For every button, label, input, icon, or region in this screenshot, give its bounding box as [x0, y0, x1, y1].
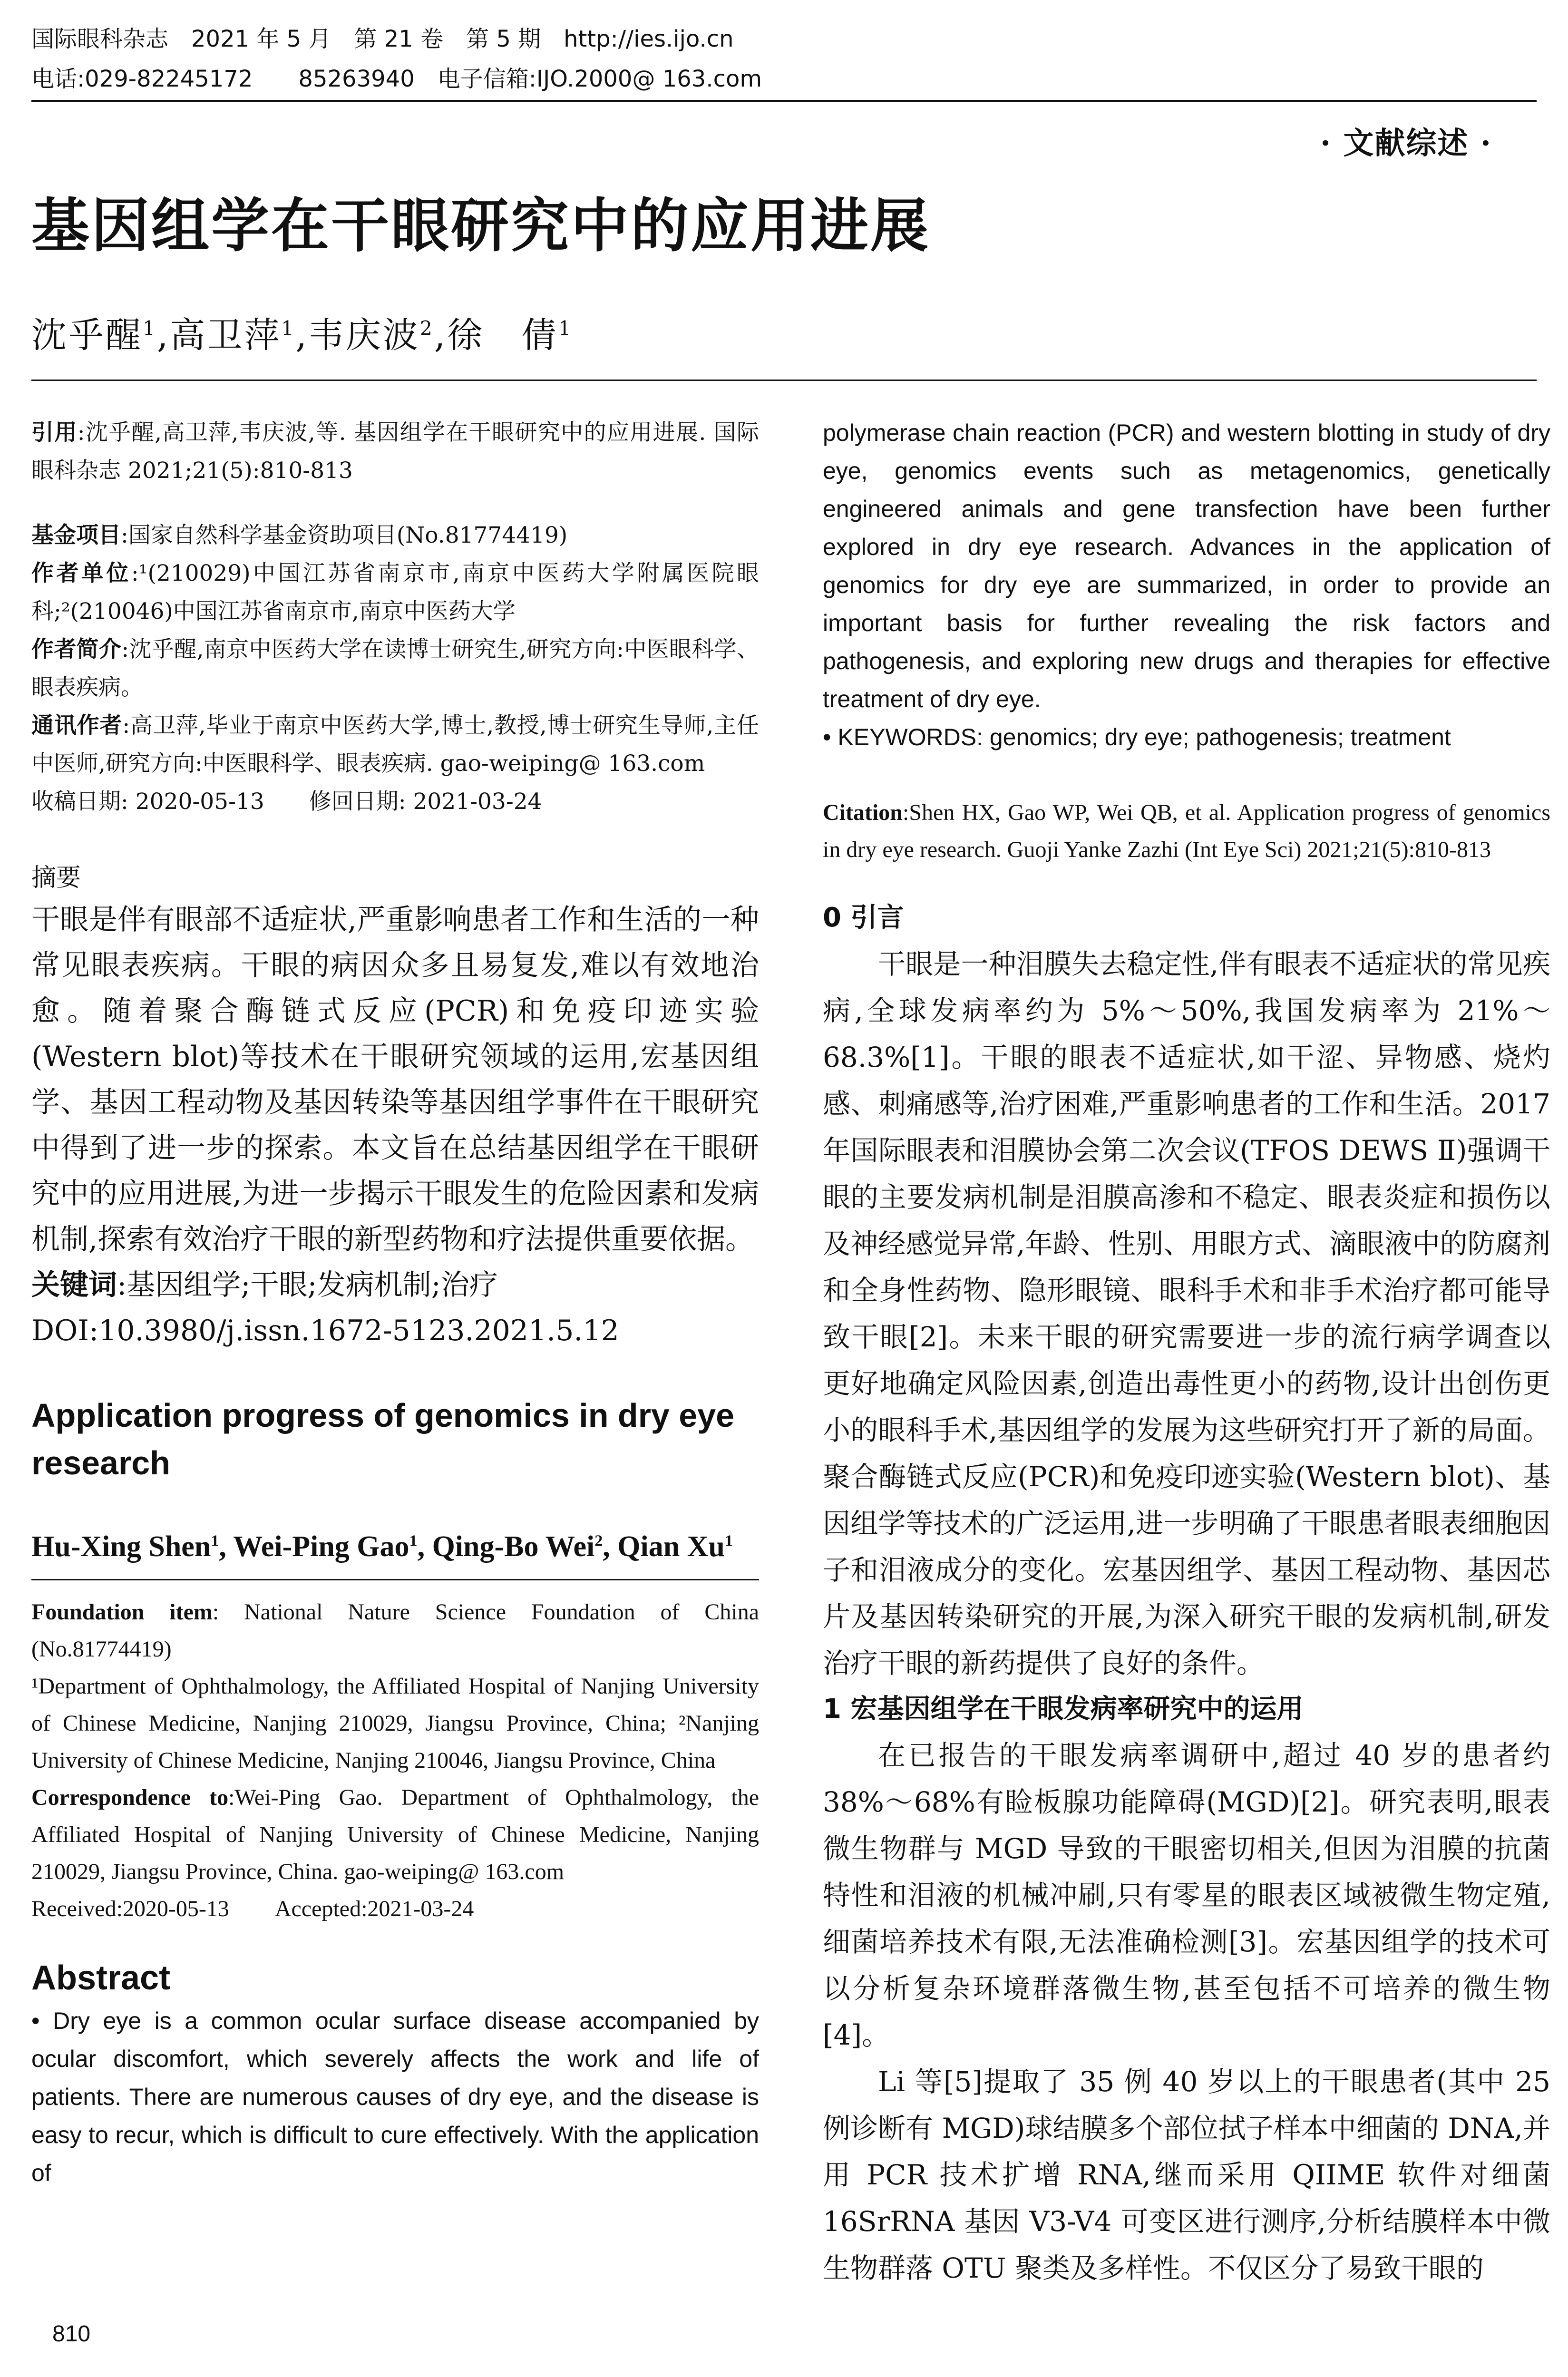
- citation-label: 引用: [31, 419, 78, 446]
- unit-label: 作者单位: [31, 560, 131, 586]
- keywords-label: 关键词: [31, 1268, 117, 1302]
- bio-label: 作者简介: [31, 636, 122, 662]
- affiliation-marker: 1: [211, 1532, 219, 1550]
- unit-text: :¹(210029)中国江苏省南京市,南京中医药大学附属医院眼科;²(210046)中国江苏省南京市,南京中医药大学: [31, 560, 759, 624]
- doi: DOI:10.3980/j.issn.1672-5123.2021.5.12: [31, 1314, 619, 1347]
- corresponding-author: [31, 707, 759, 783]
- section-1-paragraph-1: 在已报告的干眼发病率调研中,超过 40 岁的患者约 38%～68%有睑板腺功能障碍(MGD)[2]。研究表明,眼表微生物群与 MGD 导致的干眼密切相关,但因为泪膜的抗菌特性和泪液的机械冲刷,只有零星的眼表区域被微生物定殖,细菌培养技术有限,无法准确检测[3]。宏基因组学的技术可以分析复杂环境群落微生物,甚至包括不可培养的微生物[4]。: [823, 1739, 1550, 2051]
- author-name: Hu-Xing Shen: [31, 1530, 211, 1563]
- fund-text: :国家自然科学基金资助项目(No.81774419): [121, 522, 568, 548]
- foundation-text: : National Nature Science Foundation of China (No.81774419): [31, 1599, 759, 1662]
- affiliation-marker: 2: [594, 1532, 603, 1550]
- article-title-en: Application progress of genomics in dry eye research: [31, 1397, 735, 1481]
- author-list-cn: 沈乎醒$^1$,高卫萍$^1$,韦庆波$^2$,徐 倩$^1$: [31, 315, 573, 356]
- header-rule: [31, 100, 1537, 102]
- left-column: [31, 414, 759, 2192]
- keywords-cn: [31, 1262, 759, 1308]
- section-1-paragraph-2: Li 等[5]提取了 35 例 40 岁以上的干眼患者(其中 25 例诊断有 MGD)球结膜多个部位拭子样本中细菌的 DNA,并用 PCR 技术扩增 RNA,继而采用 QIIME 软件对细菌 16SrRNA 基因 V3-V4 可变区进行测序,分析结膜样本中微生物群落 OTU 聚类及多样性。不仅区分了易致干眼的: [823, 2065, 1550, 2284]
- citation-text: :沈乎醒,高卫萍,韦庆波,等. 基因组学在干眼研究中的应用进展. 国际眼科杂志 2021;21(5):810-813: [31, 419, 760, 484]
- section-tag: · 文献综述 ·: [1320, 126, 1492, 161]
- affiliation-marker: 1: [281, 317, 296, 340]
- foundation-item-en: [31, 1594, 759, 1668]
- fund-label: 基金项目: [31, 522, 121, 548]
- author-unit: [31, 555, 759, 631]
- citation-en-text: :Shen HX, Gao WP, Wei QB, et al. Application progress of genomics in dry eye research. Guoji Yanke Zazhi (Int Eye Sci) 2021;21(5):810-813: [823, 800, 1550, 862]
- author-bio: [31, 631, 759, 707]
- abstract-text-cn: 干眼是伴有眼部不适症状,严重影响患者工作和生活的一种常见眼表疾病。干眼的病因众多且易复发,难以有效地治愈。随着聚合酶链式反应(PCR)和免疫印迹实验(Western blot)等技术在干眼研究领域的运用,宏基因组学、基因工程动物及基因转染等基因组学事件在干眼研究中得到了进一步的探索。本文旨在总结基因组学在干眼研究中的应用进展,为进一步揭示干眼发生的危险因素和发病机制,探索有效治疗干眼的新型药物和疗法提供重要依据。: [31, 903, 759, 1256]
- correspondence-label: Correspondence to: [31, 1785, 229, 1810]
- journal-header-line2: 电话:029-82245172 85263940 电子信箱:IJO.2000@ 163.com: [31, 66, 762, 92]
- authors-rule: [31, 380, 1537, 381]
- abstract-text-en-cont: polymerase chain reaction (PCR) and western blotting in study of dry eye, genomics events such as metagenomics, genetically engineered animals and gene transfection have been further explored in dry eye research. Advances in the application of genomics for dry eye are summarized, in order to provide an important basis for further revealing the risk factors and pathogenesis, and exploring new drugs and therapies for effective treatment of dry eye.: [823, 419, 1550, 712]
- affiliation-marker: 1: [558, 317, 573, 340]
- author-name: 沈乎醒: [31, 315, 143, 356]
- author-name: Qing-Bo Wei: [432, 1530, 595, 1563]
- corr-text: :高卫萍,毕业于南京中医药大学,博士,教授,博士研究生导师,主任中医师,研究方向:中医眼科学、眼表疾病. gao-weiping@ 163.com: [31, 712, 759, 777]
- affiliation-marker: 1: [409, 1532, 418, 1550]
- author-list-en: Hu-Xing Shen$^1$, Wei-Ping Gao$^1$, Qing-Bo Wei$^2$, Qian Xu$^1$: [31, 1530, 733, 1563]
- keywords-en: • KEYWORDS: genomics; dry eye; pathogenesis; treatment: [823, 724, 1451, 750]
- correspondence-text: :Wei-Ping Gao. Department of Ophthalmology, the Affiliated Hospital of Nanjing University of Chinese Medicine, Nanjing 210029, Jiangsu Province, China. gao-weiping@ 163.com: [31, 1785, 759, 1884]
- right-column: [823, 414, 1550, 2291]
- citation-en: [823, 794, 1550, 868]
- affiliation-marker: 1: [724, 1532, 733, 1550]
- citation-en-label: Citation: [823, 800, 903, 825]
- abstract-text-en-start: • Dry eye is a common ocular surface disease accompanied by ocular discomfort, which severely affects the work and life of patients. There are numerous causes of dry eye, and the disease is easy to recur, which is difficult to cure effectively. With the application of: [31, 2007, 759, 2186]
- divider: [31, 1579, 759, 1580]
- abstract-heading-en: Abstract: [31, 1959, 171, 1997]
- author-name: Qian Xu: [617, 1530, 725, 1563]
- affiliations-en: ¹Department of Ophthalmology, the Affiliated Hospital of Nanjing University of Chinese Medicine, Nanjing 210029, Jiangsu Province, China; ²Nanjing University of Chinese Medicine, Nanjing 210046, Jiangsu Province, China: [31, 1674, 759, 1773]
- section-0-paragraph: 干眼是一种泪膜失去稳定性,伴有眼表不适症状的常见疾病,全球发病率约为 5%～50%,我国发病率为 21%～68.3%[1]。干眼的眼表不适症状,如干涩、异物感、烧灼感、刺痛感等,治疗困难,严重影响患者的工作和生活。2017 年国际眼表和泪膜协会第二次会议(TFOS DEWS Ⅱ)强调干眼的主要发病机制是泪膜高渗和不稳定、眼表炎症和损伤以及神经感觉异常,年龄、性别、用眼方式、滴眼液中的防腐剂和全身性药物、隐形眼镜、眼科手术和非手术治疗都可能导致干眼[2]。未来干眼的研究需要进一步的流行病学调查以更好地确定风险因素,创造出毒性更小的药物,设计出创伤更小的眼科手术,基因组学的发展为这些研究打开了新的局面。聚合酶链式反应(PCR)和免疫印迹实验(Western blot)、基因组学等技术的广泛运用,进一步明确了干眼患者眼表细胞因子和泪液成分的变化。宏基因组学、基因工程动物、基因芯片及基因转染研究的开展,为深入研究干眼的发病机制,研发治疗干眼的新药提供了良好的条件。: [823, 948, 1550, 1679]
- citation-cn: [31, 414, 759, 490]
- received-dates: 收稿日期: 2020-05-13 修回日期: 2021-03-24: [31, 789, 542, 815]
- author-name: Wei-Ping Gao: [233, 1530, 409, 1563]
- article-title-cn: 基因组学在干眼研究中的应用进展: [31, 192, 930, 260]
- author-name: 韦庆波: [308, 315, 420, 356]
- section-1-heading: 1 宏基因组学在干眼发病率研究中的运用: [823, 1694, 1304, 1724]
- correspondence-en: [31, 1779, 759, 1890]
- corr-label: 通讯作者: [31, 712, 123, 739]
- received-accepted-en: Received:2020-05-13 Accepted:2021-03-24: [31, 1896, 474, 1921]
- keywords-text: :基因组学;干眼;发病机制;治疗: [117, 1268, 498, 1302]
- abstract-label-cn: 摘要: [31, 864, 81, 892]
- foundation-label: Foundation item: [31, 1599, 213, 1625]
- page-number: 810: [52, 2321, 91, 2347]
- author-name: 高卫萍: [170, 315, 282, 356]
- fund-item: [31, 516, 759, 555]
- journal-header-line1: 国际眼科杂志 2021 年 5 月 第 21 卷 第 5 期 http://ies.ijo.cn: [31, 26, 734, 52]
- section-0-heading: 0 引言: [823, 902, 904, 933]
- affiliation-marker: 2: [419, 317, 434, 340]
- bio-text: :沈乎醒,南京中医药大学在读博士研究生,研究方向:中医眼科学、眼表疾病。: [31, 636, 759, 701]
- author-name: 徐 倩: [447, 315, 559, 356]
- affiliation-marker: 1: [143, 317, 157, 340]
